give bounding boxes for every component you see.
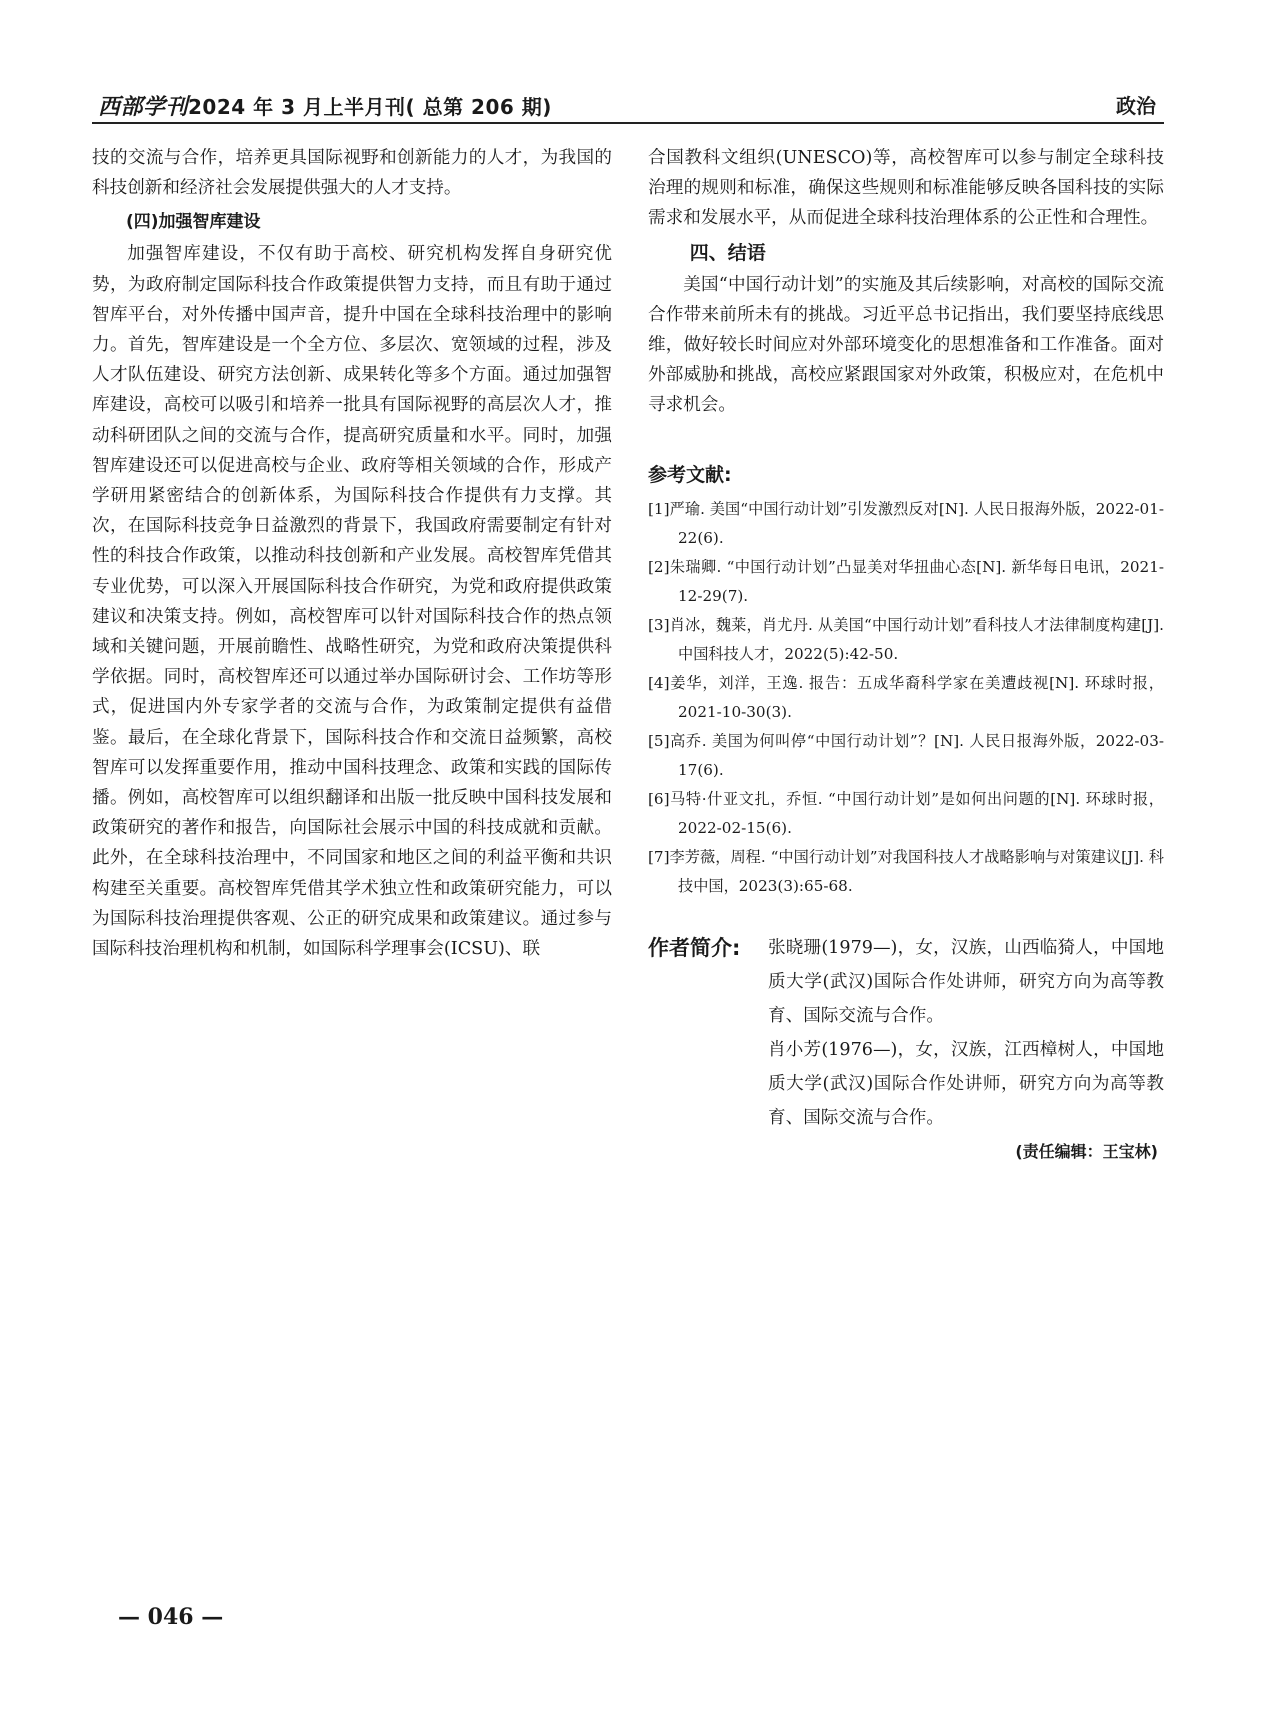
reference-item: [1]严瑜. 美国“中国行动计划”引发激烈反对[N]. 人民日报海外版，2022-01-22(6). xyxy=(648,499,1164,547)
reference-item: [5]高乔. 美国为何叫停“中国行动计划”？[N]. 人民日报海外版，2022-03-17(6). xyxy=(648,731,1164,779)
reference-item: [7]李芳薇，周程. “中国行动计划”对我国科技人才战略影响与对策建议[J]. 科技中国，2023(3):65-68. xyxy=(648,847,1164,895)
body-paragraph: 技的交流与合作，培养更具国际视野和创新能力的人才，为我国的科技创新和经济社会发展提供强大的人才支持。 xyxy=(92,148,612,199)
journal-issue-line xyxy=(98,90,552,121)
reference-item: [4]姜华，刘洋，王逸. 报告：五成华裔科学家在美遭歧视[N]. 环球时报，2021-10-30(3). xyxy=(648,673,1164,721)
author-entry: 肖小芳(1976—)，女，汉族，江西樟树人，中国地质大学(武汉)国际合作处讲师，研究方向为高等教育、国际交流与合作。 xyxy=(768,1039,1164,1128)
reference-item: [2]朱瑞卿. “中国行动计划”凸显美对华扭曲心态[N]. 新华每日电讯，2021-12-29(7). xyxy=(648,557,1164,605)
section-label: 政治 xyxy=(1116,94,1156,118)
author-bio-label: 作者简介: xyxy=(648,935,741,960)
author-bio xyxy=(648,931,1164,1135)
references-title: 参考文献: xyxy=(648,463,732,486)
subsection-heading: (四)加强智库建设 xyxy=(126,212,261,233)
responsible-editor: (责任编辑：王宝林) xyxy=(1015,1141,1158,1161)
reference-item: [6]马特·什亚文扎，乔恒. “中国行动计划”是如何出问题的[N]. 环球时报，2022-02-15(6). xyxy=(648,789,1164,837)
journal-logo: 西部学刊 xyxy=(98,94,189,120)
page-header xyxy=(92,86,1164,126)
section-heading: 四、结语 xyxy=(689,241,766,264)
reference-item: [3]肖冰，魏莱，肖尤丹. 从美国“中国行动计划”看科技人才法律制度构建[J]. 中国科技人才，2022(5):42-50. xyxy=(648,615,1164,663)
body-paragraph: 加强智库建设，不仅有助于高校、研究机构发挥自身研究优势，为政府制定国际科技合作政策提供智力支持，而且有助于通过智库平台，对外传播中国声音，提升中国在全球科技治理中的影响力。首先，智库建设是一个全方位、多层次、宽领域的过程，涉及人才队伍建设、研究方法创新、成果转化等多个方面。通过加强智库建设，高校可以吸引和培养一批具有国际视野的高层次人才，推动科研团队之间的交流与合作，提高研究质量和水平。同时，加强智库建设还可以促进高校与企业、政府等相关领域的合作，形成产学研用紧密结合的创新体系，为国际科技合作提供有力支撑。其次，在国际科技竞争日益激烈的背景下，我国政府需要制定有针对性的科技合作政策，以推动科技创新和产业发展。高校智库凭借其专业优势，可以深入开展国际科技合作研究，为党和政府提供政策建议和决策支持。例如，高校智库可以针对国际科技合作的热点领域和关键问题，开展前瞻性、战略性研究，为党和政府决策提供科学依据。同时，高校智库还可以通过举办国际研讨会、工作坊等形式，促进国内外专家学者的交流与合作，为政策制定提供有益借鉴。最后，在全球化背景下，国际科技合作和交流日益频繁，高校智库可以发挥重要作用，推动中国科技理念、政策和实践的国际传播。例如，高校智库可以组织翻译和出版一批反映中国科技发展和政策研究的著作和报告，向国际社会展示中国的科技成就和贡献。此外，在全球科技治理中，不同国家和地区之间的利益平衡和共识构建至关重要。高校智库凭借其学术独立性和政策研究能力，可以为国际科技治理提供客观、公正的研究成果和政策建议。通过参与国际科技治理机构和机制，如国际科学理事会(ICSU)、联 xyxy=(92,244,612,960)
right-column xyxy=(648,143,1164,1167)
page-number: — 046 — xyxy=(118,1604,224,1630)
header-rule xyxy=(92,122,1164,124)
author-entry: 张晓珊(1979—)，女，汉族，山西临猗人，中国地质大学(武汉)国际合作处讲师，研究方向为高等教育、国际交流与合作。 xyxy=(768,937,1164,1026)
body-paragraph: 合国教科文组织(UNESCO)等，高校智库可以参与制定全球科技治理的规则和标准，确保这些规则和标准能够反映各国科技的实际需求和发展水平，从而促进全球科技治理体系的公正性和合理性。 xyxy=(648,148,1164,229)
left-column xyxy=(92,143,612,964)
issue-label: 2024 年 3 月上半月刊( 总第 206 期) xyxy=(188,95,552,119)
body-paragraph: 美国“中国行动计划”的实施及其后续影响，对高校的国际交流合作带来前所未有的挑战。习近平总书记指出，我们要坚持底线思维，做好较长时间应对外部环境变化的思想准备和工作准备。面对外部威胁和挑战，高校应紧跟国家对外政策，积极应对，在危机中寻求机会。 xyxy=(648,274,1164,416)
references-list xyxy=(648,495,1164,901)
